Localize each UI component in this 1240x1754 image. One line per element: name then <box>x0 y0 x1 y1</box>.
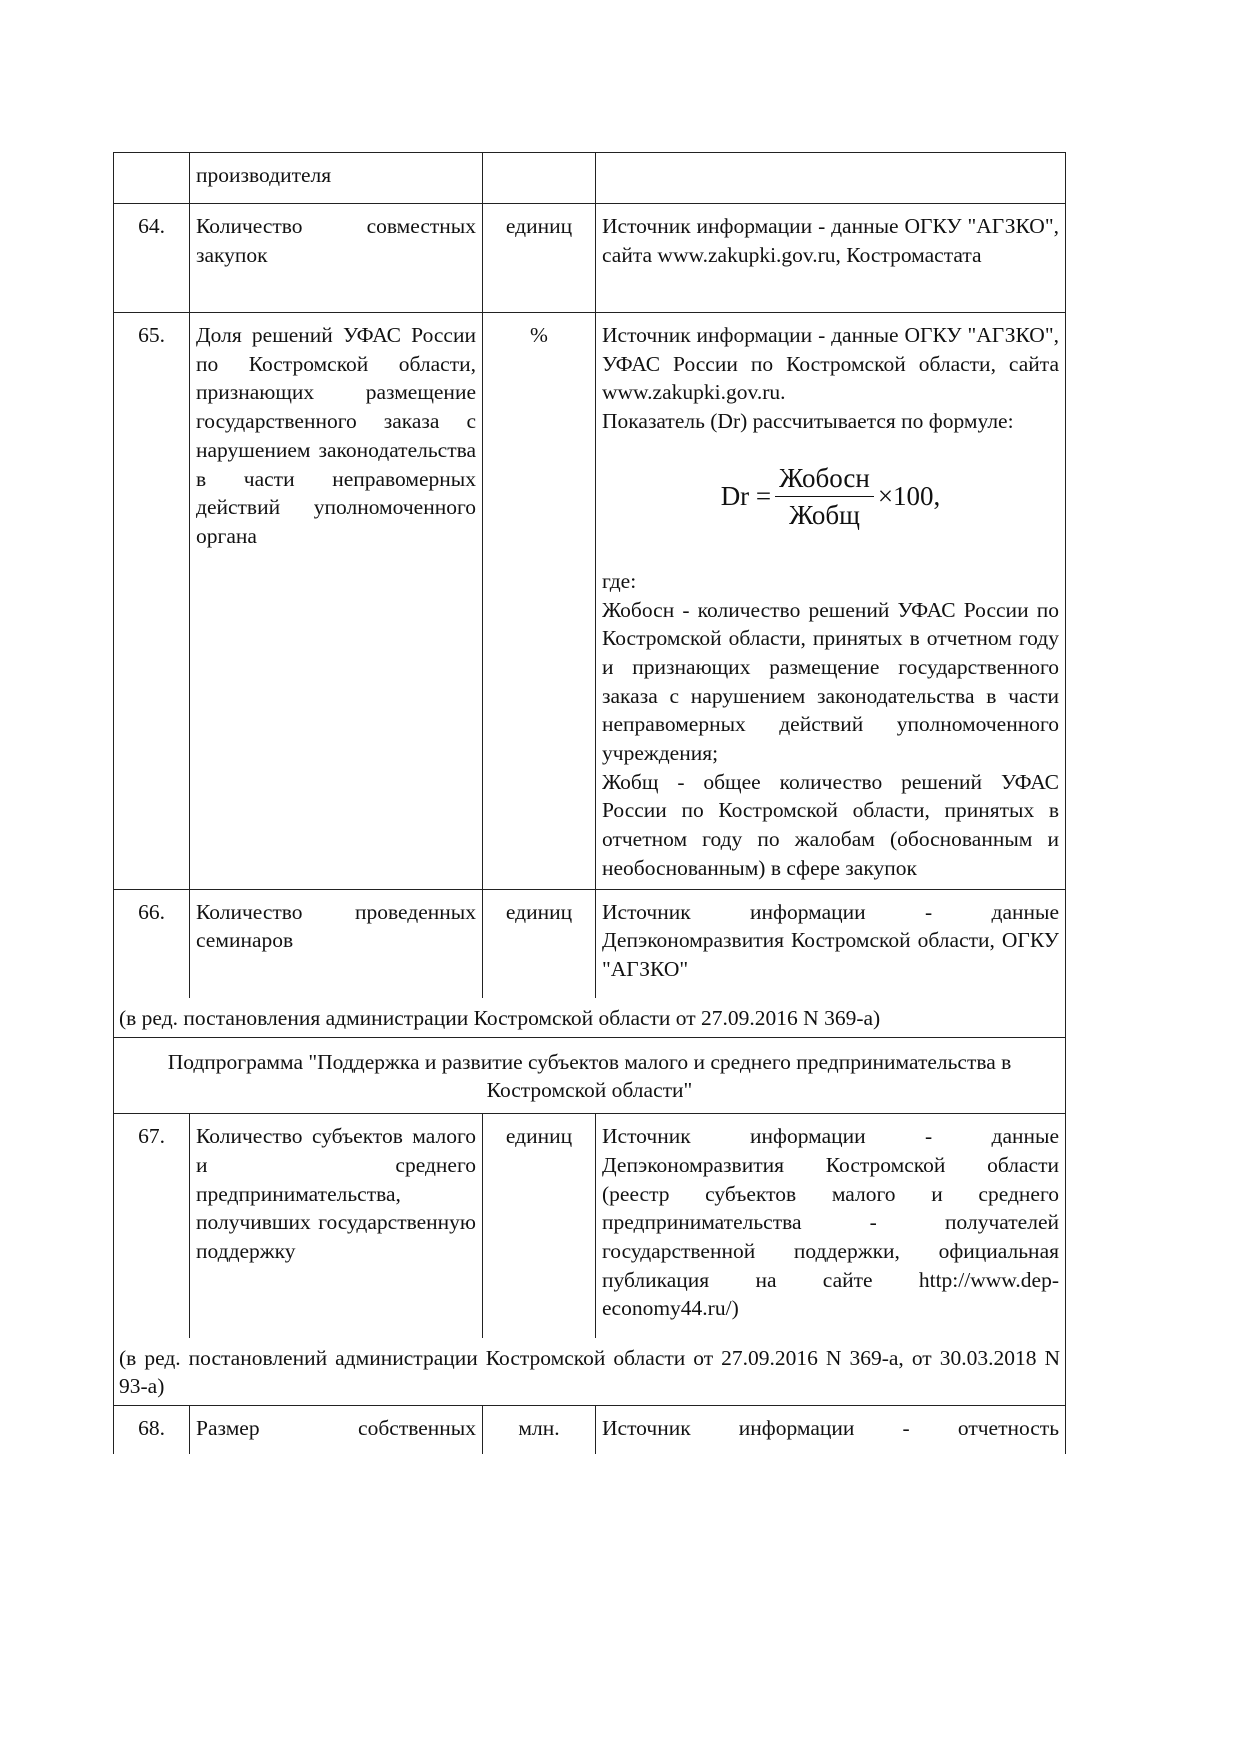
row-number: 68. <box>114 1406 190 1455</box>
table-row <box>114 889 1066 998</box>
row-number: 67. <box>114 1114 190 1338</box>
table-row <box>114 313 1066 890</box>
source-text: Жобосн - количество решений УФАС России по Костромской области, принятых в отчетном году и признающих размещение государственного заказа с нарушением законодательства в части неправомерных действий уполномоченного учреждения; <box>602 597 1059 766</box>
unit: единиц <box>483 204 596 313</box>
unit: единиц <box>483 889 596 998</box>
source <box>596 1406 1066 1455</box>
indicators-table <box>113 152 1066 1454</box>
source <box>596 313 1066 890</box>
amendment-note: (в ред. постановлений администрации Костромской области от 27.09.2016 N 369-а, от 30.03.2018 N 93-а) <box>114 1338 1066 1406</box>
table-row <box>114 1406 1066 1455</box>
indicator-name: производителя <box>190 153 483 204</box>
table-row <box>114 1114 1066 1338</box>
indicator-name <box>190 1406 483 1455</box>
row-number: 64. <box>114 204 190 313</box>
unit: млн. <box>483 1406 596 1455</box>
formula-denominator: Жобщ <box>789 499 860 530</box>
row-number: 65. <box>114 313 190 890</box>
subprogram-row <box>114 1037 1066 1113</box>
indicator-name: Количество субъектов малого и среднего предпринимательства, получивших государственную поддержку <box>190 1114 483 1338</box>
amendment-note-row <box>114 1338 1066 1406</box>
source-text: где: <box>602 568 637 593</box>
source-text: Источник информации - отчетность <box>602 1416 1059 1441</box>
source-text: Жобщ - общее количество решений УФАС России по Костромской области, принятых в отчетном году по жалобам (обоснованным и необоснованным) в сфере закупок <box>602 769 1059 880</box>
formula-lhs: Dr = <box>720 480 772 511</box>
indicator-name: Количество совместных закупок <box>190 204 483 313</box>
row-number <box>114 153 190 204</box>
subprogram-heading: Подпрограмма "Поддержка и развитие субъектов малого и среднего предпринимательства в Костромской области" <box>114 1037 1066 1113</box>
formula-fraction <box>775 460 874 533</box>
formula-rhs: ×100, <box>877 480 941 511</box>
amendment-note: (в ред. постановления администрации Костромской области от 27.09.2016 N 369-а) <box>114 998 1066 1037</box>
unit: единиц <box>483 1114 596 1338</box>
amendment-note-row <box>114 998 1066 1037</box>
source <box>596 153 1066 204</box>
row-number: 66. <box>114 889 190 998</box>
table-row <box>114 153 1066 204</box>
source: Источник информации - данные Депэкономразвития Костромской области (реестр субъектов малого и среднего предпринимательства - получателей государственной поддержки, официальная публикация на сайте http://www.dep-economy44.ru/) <box>596 1114 1066 1338</box>
unit: % <box>483 313 596 890</box>
indicator-name: Количество проведенных семинаров <box>190 889 483 998</box>
source: Источник информации - данные ОГКУ "АГЗКО", сайта www.zakupki.gov.ru, Костромастата <box>596 204 1066 313</box>
source-text: Показатель (Dr) рассчитывается по формуле: <box>602 409 1014 434</box>
indicator-name: Доля решений УФАС России по Костромской области, признающих размещение государственного заказа с нарушением законодательства в части неправомерных действий уполномоченного органа <box>190 313 483 890</box>
source: Источник информации - данные Депэкономразвития Костромской области, ОГКУ "АГЗКО" <box>596 889 1066 998</box>
formula <box>602 460 1059 533</box>
source-text: Источник информации - данные ОГКУ "АГЗКО", УФАС России по Костромской области, сайта www.zakupki.gov.ru. <box>602 323 1059 405</box>
table-row <box>114 204 1066 313</box>
unit <box>483 153 596 204</box>
formula-numerator: Жобосн <box>775 460 874 497</box>
indicator-name-text: Размер собственных <box>196 1416 476 1441</box>
